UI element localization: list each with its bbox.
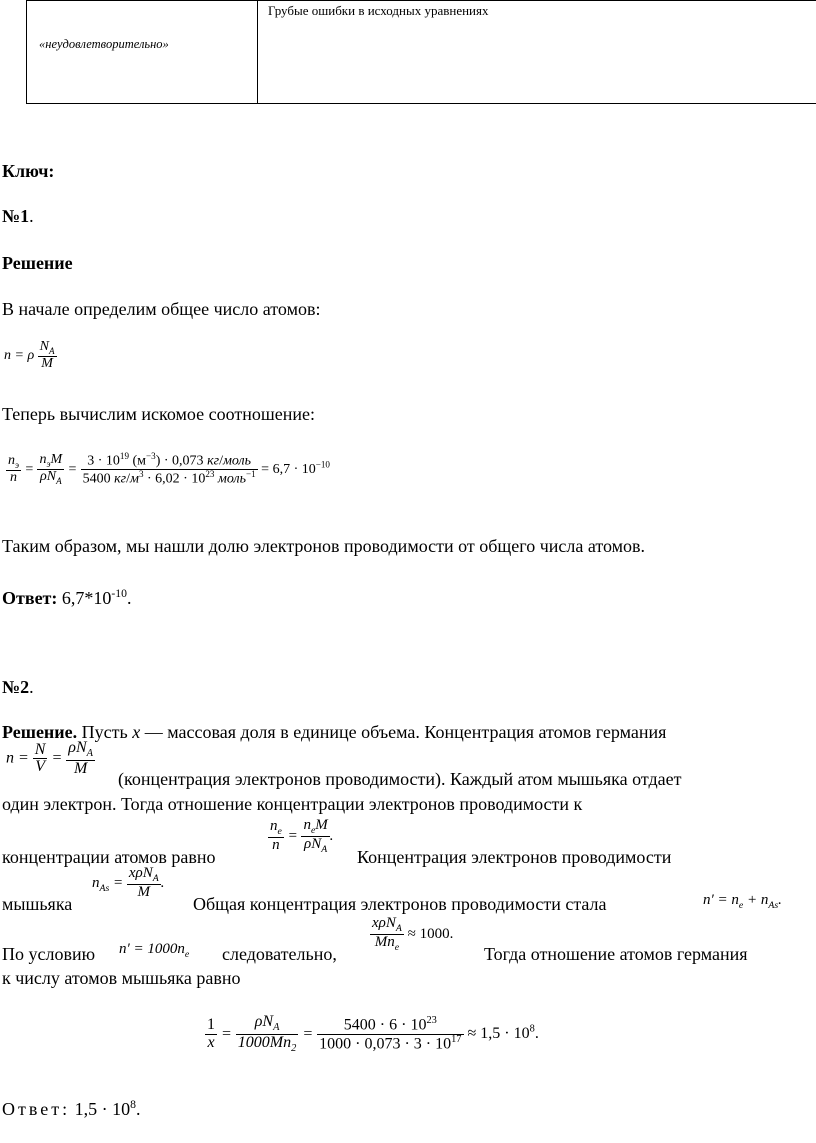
formula-total-atoms: n = ρ $\frac{N_A}{M}$ — [4, 339, 55, 372]
task2-line6b: следовательно, — [222, 944, 337, 964]
task1-answer: Ответ: $6,7*10^{-10}$. — [2, 587, 132, 608]
task2-line3: один электрон. Тогда отношение концентрации электронов проводимости к — [2, 794, 583, 814]
formula-ratio-1000: $\frac{x\rho N_A}{Mn_e}$ ≈ 1000. — [372, 915, 454, 954]
key-heading: Ключ: — [2, 161, 55, 181]
formula-condition: $n' = 1000n_e$ — [119, 941, 190, 960]
task2-line4b: Концентрация электронов проводимости — [357, 847, 672, 867]
task2-line2: (концентрация электронов проводимости). Каждый атом мышьяка отдает — [118, 769, 682, 789]
task2-number: №2. — [2, 677, 34, 697]
grading-table — [26, 0, 816, 104]
formula-ratio-ne: $\frac{n_e}{n}$ = $\frac{n_eM}{\rho N_A}$ . — [270, 817, 334, 856]
task1-intro: В начале определим общее число атомов: — [2, 299, 321, 319]
task1-number: №1. — [2, 206, 34, 226]
formula-final-ratio: $\frac{1}{x}$ = $\frac{\rho N_A}{1000Mn_2}$ = $\frac{5400 \cdot 6 \cdot 10^{23}}{1000 \cdot 0,073 \cdot 3 \cdot 10^{17}}$ ≈ $1,5 \cdot 10^8$. — [207, 1013, 539, 1055]
task2-line6a: По условию — [2, 944, 96, 964]
grade-cell — [27, 1, 258, 104]
criteria-cell — [258, 1, 816, 104]
formula-n-prime: $n' = n_e + n_{As}$. — [703, 892, 782, 911]
task2-line5b: Общая концентрация электронов проводимости стала — [193, 894, 607, 914]
task2-line1: Решение. Пусть x — массовая доля в единице объема. Концентрация атомов германия — [2, 722, 667, 742]
formula-ratio: $\frac{n_э}{n}$ = $\frac{n_эM}{\rho N_A}$ = $\frac{3 \cdot 10^{19} (м^{-3}) \cdot 0,073 кг/моль}{5400 кг/м^3 \cdot 6,02 \cdot 10^{23} моль^{-1}}$ = $6,7 \cdot 10^{-10}$ — [8, 451, 330, 487]
grade-label: «неудовлетворительно» — [39, 37, 169, 51]
task1-conclusion: Таким образом, мы нашли долю электронов проводимости от общего числа атомов. — [2, 536, 646, 556]
task2-line7: к числу атомов мышьяка равно — [2, 968, 241, 988]
task2-line5a: мышьяка — [2, 894, 73, 914]
task2-answer: Ответ: $1,5 \cdot 10^8$. — [2, 1098, 141, 1119]
task2-line6c: Тогда отношение атомов германия — [484, 944, 748, 964]
task1-calc-intro: Теперь вычислим искомое соотношение: — [2, 404, 315, 424]
formula-n-as: $n_{As}$ = $\frac{x\rho N_A}{M}$ . — [92, 865, 165, 901]
task1-solution-label: Решение — [2, 253, 73, 273]
task2-line4a: концентрации атомов равно — [2, 847, 216, 867]
criteria-text: Грубые ошибки в исходных уравнениях — [268, 3, 489, 18]
formula-concentration: n = $\frac{N}{V}$ = $\frac{\rho N_A}{M}$ — [6, 739, 93, 778]
